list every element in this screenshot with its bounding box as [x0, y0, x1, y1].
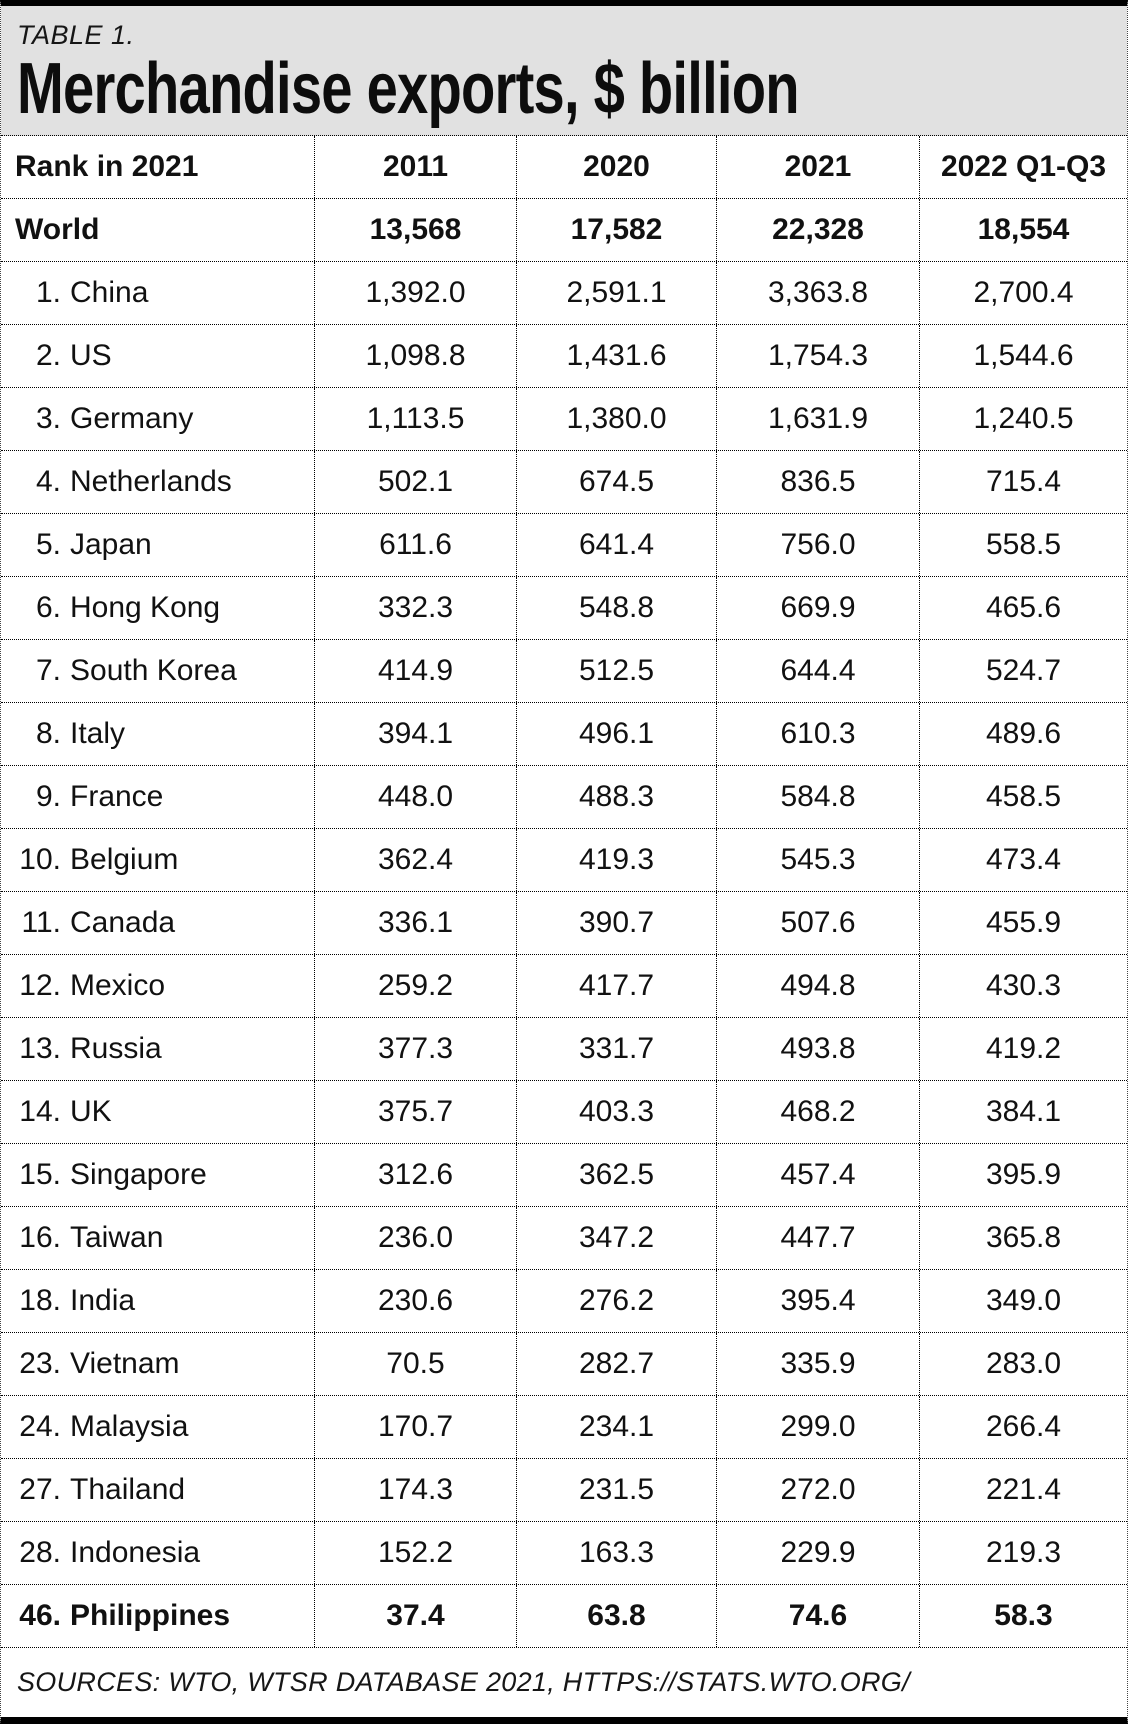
value-2020: 17,582 [516, 199, 716, 261]
value-2022-q1-q3: 384.1 [919, 1081, 1127, 1143]
table-row [1, 1144, 1127, 1207]
country-rank: 13. [19, 1032, 61, 1065]
value-2021: 493.8 [716, 1018, 919, 1080]
value-2020: 2,591.1 [516, 262, 716, 324]
country-name: France [70, 780, 164, 813]
value-2020: 641.4 [516, 514, 716, 576]
value-2022-q1-q3: 1,240.5 [919, 388, 1127, 450]
value-2022-q1-q3: 465.6 [919, 577, 1127, 639]
column-header-row [1, 136, 1127, 199]
value-2021: 756.0 [716, 514, 919, 576]
value-2020: 419.3 [516, 829, 716, 891]
table-row [1, 1081, 1127, 1144]
country-name: Thailand [70, 1473, 186, 1506]
table-row [1, 1018, 1127, 1081]
value-2021: 299.0 [716, 1396, 919, 1458]
value-2020: 1,380.0 [516, 388, 716, 450]
value-2020: 163.3 [516, 1522, 716, 1584]
value-2021: 610.3 [716, 703, 919, 765]
country-name: US [70, 339, 112, 372]
value-2021: 494.8 [716, 955, 919, 1017]
value-2020: 276.2 [516, 1270, 716, 1332]
value-2011: 336.1 [314, 892, 516, 954]
country-name: Mexico [70, 969, 166, 1002]
value-2022-q1-q3: 1,544.6 [919, 325, 1127, 387]
table-number-label: TABLE 1. [17, 20, 135, 50]
country-name: Japan [70, 528, 152, 561]
table-row [1, 199, 1127, 262]
country-cell [1, 892, 314, 954]
value-2021: 836.5 [716, 451, 919, 513]
country-cell [1, 703, 314, 765]
country-name: Singapore [70, 1158, 207, 1191]
country-rank: 7. [35, 654, 61, 687]
value-2011: 152.2 [314, 1522, 516, 1584]
value-2021: 1,631.9 [716, 388, 919, 450]
table-row [1, 703, 1127, 766]
value-2022-q1-q3: 455.9 [919, 892, 1127, 954]
country-rank: 23. [19, 1347, 61, 1380]
page-title: Merchandise exports, $ billion [17, 49, 799, 129]
value-2011: 332.3 [314, 577, 516, 639]
country-cell [1, 766, 314, 828]
country-rank: 2. [35, 339, 61, 372]
value-2022-q1-q3: 395.9 [919, 1144, 1127, 1206]
value-2011: 448.0 [314, 766, 516, 828]
exports-table [1, 136, 1127, 1648]
value-2011: 362.4 [314, 829, 516, 891]
value-2022-q1-q3: 58.3 [919, 1585, 1127, 1647]
table-row [1, 1396, 1127, 1459]
value-2011: 1,392.0 [314, 262, 516, 324]
value-2020: 417.7 [516, 955, 716, 1017]
value-2021: 584.8 [716, 766, 919, 828]
country-cell [1, 388, 314, 450]
country-cell [1, 1585, 314, 1647]
value-2020: 331.7 [516, 1018, 716, 1080]
table-row [1, 451, 1127, 514]
country-rank: 5. [35, 528, 61, 561]
country-rank: 11. [21, 906, 61, 939]
column-header-2020: 2020 [516, 136, 716, 198]
country-cell [1, 577, 314, 639]
country-name: World [15, 213, 100, 246]
table-row [1, 1585, 1127, 1648]
country-cell [1, 1144, 314, 1206]
country-rank: 4. [35, 465, 61, 498]
value-2011: 377.3 [314, 1018, 516, 1080]
country-cell [1, 1081, 314, 1143]
country-rank: 28. [19, 1536, 61, 1569]
table-row [1, 955, 1127, 1018]
table-row [1, 325, 1127, 388]
country-rank: 27. [19, 1473, 61, 1506]
table-row [1, 640, 1127, 703]
column-header-rank: Rank in 2021 [15, 150, 199, 183]
country-rank: 46. [19, 1599, 61, 1632]
country-cell [1, 199, 314, 261]
table-row [1, 1270, 1127, 1333]
value-2022-q1-q3: 489.6 [919, 703, 1127, 765]
country-rank: 24. [19, 1410, 61, 1443]
table-row [1, 829, 1127, 892]
country-name: South Korea [70, 654, 237, 687]
value-2021: 1,754.3 [716, 325, 919, 387]
value-2022-q1-q3: 283.0 [919, 1333, 1127, 1395]
country-name: India [70, 1284, 136, 1317]
value-2022-q1-q3: 715.4 [919, 451, 1127, 513]
value-2021: 468.2 [716, 1081, 919, 1143]
country-name: Philippines [70, 1599, 231, 1632]
country-cell [1, 262, 314, 324]
country-name: Italy [70, 717, 126, 750]
value-2020: 231.5 [516, 1459, 716, 1521]
value-2022-q1-q3: 473.4 [919, 829, 1127, 891]
country-rank: 15. [19, 1158, 61, 1191]
value-2022-q1-q3: 558.5 [919, 514, 1127, 576]
table-row [1, 577, 1127, 640]
title-band [1, 6, 1127, 136]
country-cell [1, 325, 314, 387]
country-rank: 9. [35, 780, 61, 813]
value-2011: 611.6 [314, 514, 516, 576]
table-row [1, 892, 1127, 955]
value-2021: 457.4 [716, 1144, 919, 1206]
country-rank: 10. [19, 843, 61, 876]
value-2011: 375.7 [314, 1081, 516, 1143]
value-2022-q1-q3: 365.8 [919, 1207, 1127, 1269]
value-2022-q1-q3: 349.0 [919, 1270, 1127, 1332]
country-cell [1, 1396, 314, 1458]
country-cell [1, 1018, 314, 1080]
value-2011: 259.2 [314, 955, 516, 1017]
value-2020: 488.3 [516, 766, 716, 828]
value-2011: 394.1 [314, 703, 516, 765]
country-cell [1, 1459, 314, 1521]
value-2020: 347.2 [516, 1207, 716, 1269]
country-cell [1, 1207, 314, 1269]
value-2021: 395.4 [716, 1270, 919, 1332]
column-header-2011: 2011 [314, 136, 516, 198]
value-2022-q1-q3: 458.5 [919, 766, 1127, 828]
value-2011: 236.0 [314, 1207, 516, 1269]
value-2022-q1-q3: 18,554 [919, 199, 1127, 261]
value-2011: 230.6 [314, 1270, 516, 1332]
value-2011: 37.4 [314, 1585, 516, 1647]
value-2021: 335.9 [716, 1333, 919, 1395]
value-2020: 63.8 [516, 1585, 716, 1647]
country-name: Taiwan [70, 1221, 164, 1254]
value-2011: 1,113.5 [314, 388, 516, 450]
value-2011: 1,098.8 [314, 325, 516, 387]
value-2021: 74.6 [716, 1585, 919, 1647]
value-2021: 669.9 [716, 577, 919, 639]
value-2020: 362.5 [516, 1144, 716, 1206]
value-2011: 312.6 [314, 1144, 516, 1206]
country-cell [1, 1522, 314, 1584]
country-name: Malaysia [70, 1410, 189, 1443]
country-rank: 3. [35, 402, 61, 435]
country-rank: 6. [35, 591, 61, 624]
source-note: SOURCES: WTO, WTSR DATABASE 2021, HTTPS://STATS.WTO.ORG/ [17, 1667, 910, 1697]
table-row [1, 1333, 1127, 1396]
country-rank: 14. [19, 1095, 61, 1128]
table-row [1, 1522, 1127, 1585]
country-rank: 8. [35, 717, 61, 750]
value-2021: 545.3 [716, 829, 919, 891]
country-rank: 12. [19, 969, 61, 1002]
value-2022-q1-q3: 430.3 [919, 955, 1127, 1017]
country-name: Canada [70, 906, 176, 939]
value-2022-q1-q3: 2,700.4 [919, 262, 1127, 324]
value-2021: 3,363.8 [716, 262, 919, 324]
country-cell [1, 514, 314, 576]
table-body [1, 199, 1127, 1648]
value-2021: 229.9 [716, 1522, 919, 1584]
value-2021: 22,328 [716, 199, 919, 261]
value-2011: 13,568 [314, 199, 516, 261]
country-name: China [70, 276, 149, 309]
country-name: Indonesia [70, 1536, 201, 1569]
value-2021: 644.4 [716, 640, 919, 702]
value-2022-q1-q3: 219.3 [919, 1522, 1127, 1584]
country-name: UK [70, 1095, 112, 1128]
value-2020: 548.8 [516, 577, 716, 639]
value-2011: 174.3 [314, 1459, 516, 1521]
country-name: Russia [70, 1032, 162, 1065]
value-2022-q1-q3: 419.2 [919, 1018, 1127, 1080]
value-2020: 390.7 [516, 892, 716, 954]
value-2011: 170.7 [314, 1396, 516, 1458]
country-rank: 16. [19, 1221, 61, 1254]
country-name: Vietnam [70, 1347, 180, 1380]
country-cell [1, 829, 314, 891]
value-2011: 70.5 [314, 1333, 516, 1395]
country-cell [1, 640, 314, 702]
table-row [1, 514, 1127, 577]
country-rank: 18. [19, 1284, 61, 1317]
country-cell [1, 1270, 314, 1332]
value-2020: 674.5 [516, 451, 716, 513]
country-name: Belgium [70, 843, 179, 876]
value-2020: 282.7 [516, 1333, 716, 1395]
value-2021: 507.6 [716, 892, 919, 954]
value-2011: 502.1 [314, 451, 516, 513]
country-rank: 1. [35, 276, 61, 309]
value-2020: 1,431.6 [516, 325, 716, 387]
value-2022-q1-q3: 524.7 [919, 640, 1127, 702]
country-name: Netherlands [70, 465, 232, 498]
value-2020: 234.1 [516, 1396, 716, 1458]
country-cell [1, 451, 314, 513]
value-2020: 512.5 [516, 640, 716, 702]
value-2022-q1-q3: 266.4 [919, 1396, 1127, 1458]
value-2020: 496.1 [516, 703, 716, 765]
table-row [1, 262, 1127, 325]
value-2011: 414.9 [314, 640, 516, 702]
value-2020: 403.3 [516, 1081, 716, 1143]
table-row [1, 1459, 1127, 1522]
country-cell [1, 1333, 314, 1395]
value-2022-q1-q3: 221.4 [919, 1459, 1127, 1521]
column-header-2022-q1-q3: 2022 Q1-Q3 [919, 136, 1127, 198]
country-cell [1, 955, 314, 1017]
table-row [1, 388, 1127, 451]
value-2021: 272.0 [716, 1459, 919, 1521]
country-name: Germany [70, 402, 194, 435]
table-row [1, 1207, 1127, 1270]
column-header-2021: 2021 [716, 136, 919, 198]
country-name: Hong Kong [70, 591, 221, 624]
value-2021: 447.7 [716, 1207, 919, 1269]
table-row [1, 766, 1127, 829]
